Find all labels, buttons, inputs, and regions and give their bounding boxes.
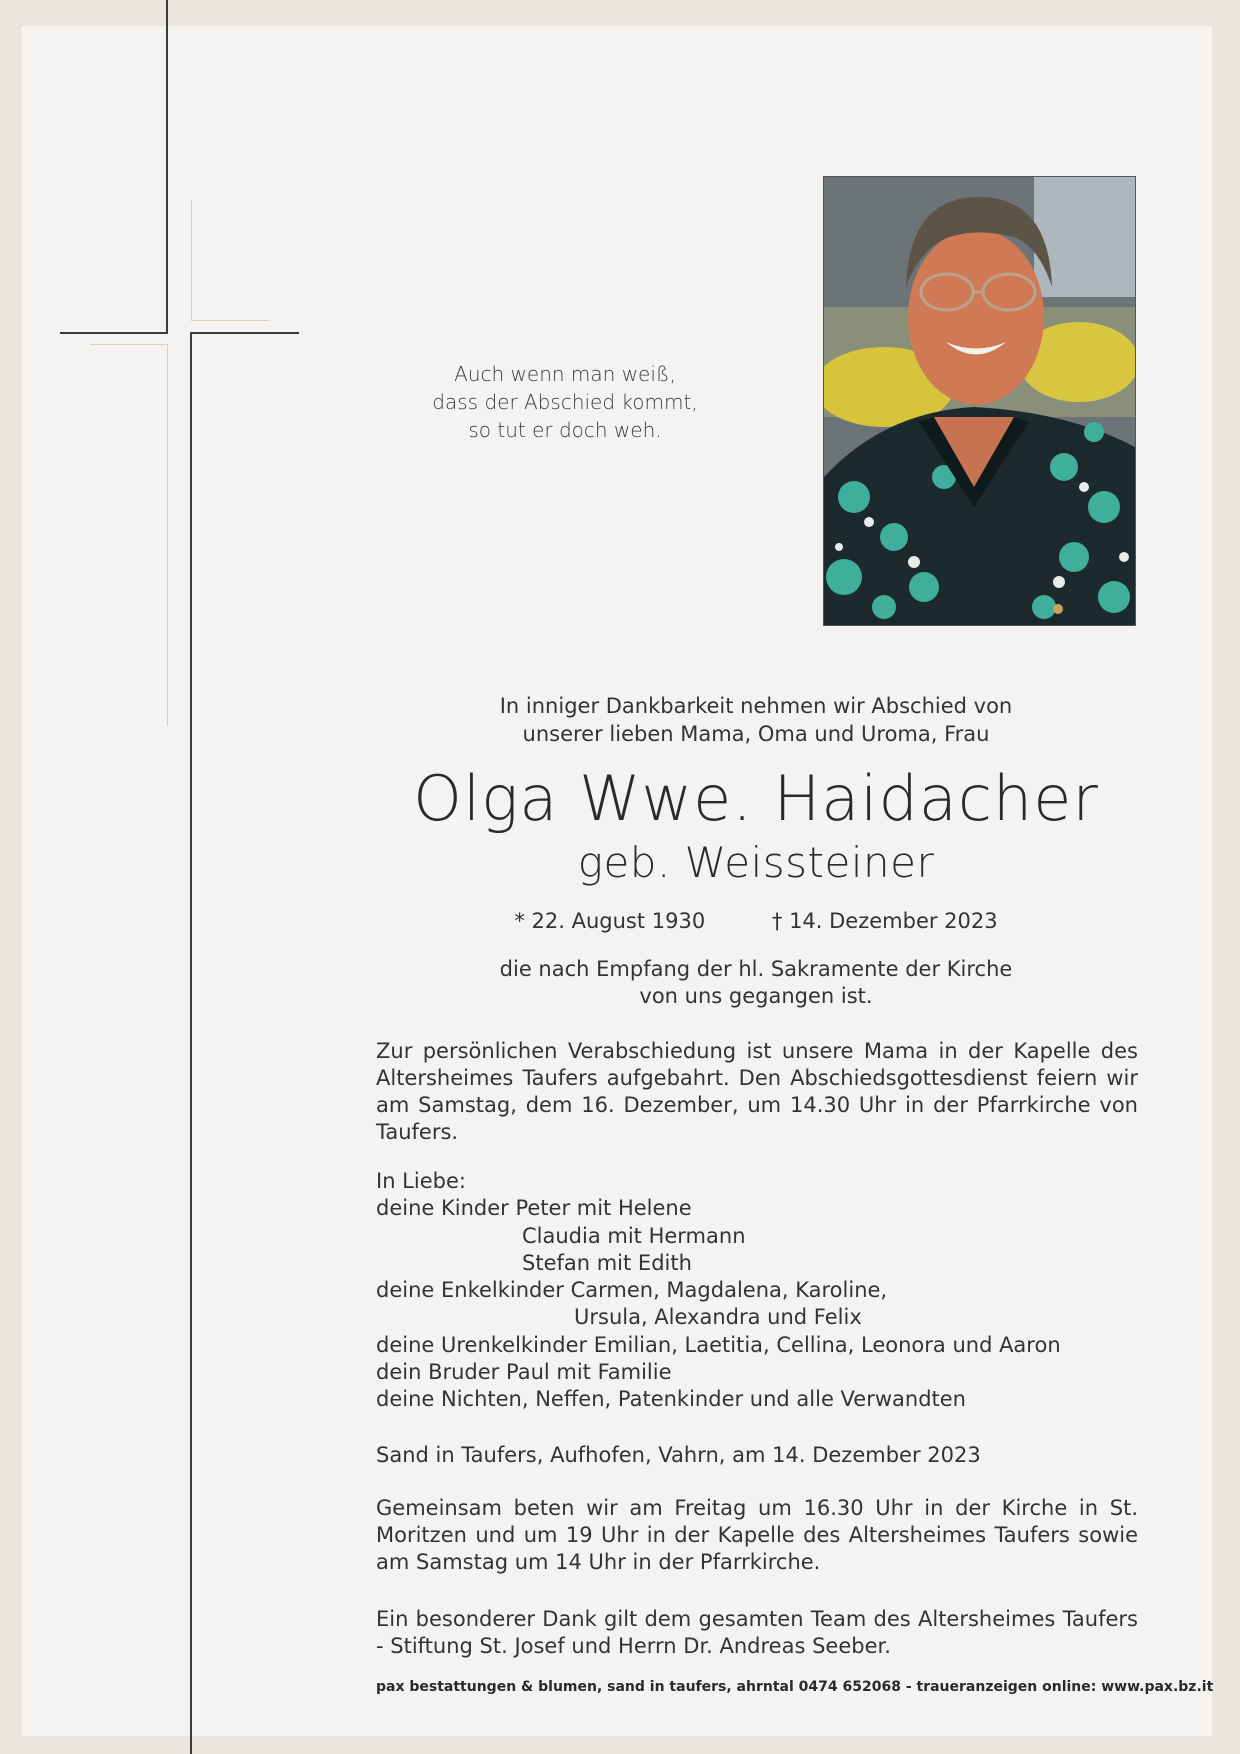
family-great-grandchildren: deine Urenkelkinder Emilian, Laetitia, Cellina, Leonora und Aaron	[376, 1332, 1061, 1357]
death-date: † 14. Dezember 2023	[771, 909, 998, 933]
quote	[405, 360, 725, 444]
deceased-name: Olga Wwe. Haidacher	[413, 762, 1099, 835]
cross-vertical-lower-light	[167, 344, 168, 726]
family-heading: In Liebe:	[376, 1169, 466, 1193]
family-grandchildren: Ursula, Alexandra und Felix	[574, 1305, 862, 1330]
family-list	[376, 1168, 1138, 1414]
cross-horizontal-right-dark	[191, 332, 299, 334]
cross-horizontal-left-dark	[60, 332, 168, 334]
intro-text	[370, 692, 1142, 748]
thanks-paragraph: Ein besonderer Dank gilt dem gesamten Team des Altersheimes Taufers - Stiftung St. Josef und Herrn Dr. Andreas Seeber.	[376, 1607, 1138, 1658]
family-relatives: deine Nichten, Neffen, Patenkinder und alle Verwandten	[376, 1387, 966, 1412]
sacraments-line: von uns gegangen ist.	[639, 984, 873, 1008]
portrait-illustration	[824, 177, 1135, 625]
cross-horizontal-left-light	[90, 344, 168, 345]
family-children: Claudia mit Hermann	[522, 1223, 746, 1248]
quote-line: dass der Abschied kommt,	[432, 390, 698, 414]
footer-imprint: pax bestattungen & blumen, sand in taufers, ahrntal 0474 652068 - traueranzeigen online: www.pax.bz.it	[376, 1679, 1214, 1695]
sacraments-line: die nach Empfang der hl. Sakramente der Kirche	[499, 957, 1013, 981]
farewell-paragraph: Zur persönlichen Verabschiedung ist unsere Mama in der Kapelle des Altersheimes Taufers aufgebahrt. Den Abschiedsgottesdienst feiern wir am Samstag, dem 16. Dezember, um 14.30 Uhr in der Pfarrkirche von Taufers.	[376, 1039, 1138, 1144]
family-children: Stefan mit Edith	[522, 1250, 692, 1275]
cross-vertical-upper-dark	[166, 0, 168, 333]
family-brother: dein Bruder Paul mit Familie	[376, 1360, 672, 1385]
intro-line: unserer lieben Mama, Oma und Uroma, Frau	[522, 722, 990, 746]
birth-date: * 22. August 1930	[514, 909, 706, 933]
quote-line: so tut er doch weh.	[468, 418, 662, 442]
portrait-photo	[823, 176, 1136, 626]
life-dates	[370, 906, 1142, 936]
prayer-paragraph: Gemeinsam beten wir am Freitag um 16.30 Uhr in der Kirche in St. Moritzen und um 19 Uhr in der Kapelle des Altersheimes Taufers sowie am Samstag um 14 Uhr in der Pfarrkirche.	[376, 1496, 1138, 1574]
quote-line: Auch wenn man weiß,	[454, 362, 676, 386]
cross-vertical-lower-dark	[190, 332, 192, 1754]
cross-vertical-upper-light	[191, 200, 192, 321]
cross-horizontal-right-light	[191, 320, 269, 321]
intro-line: In inniger Dankbarkeit nehmen wir Abschied von	[499, 694, 1013, 718]
family-children: deine Kinder Peter mit Helene	[376, 1196, 692, 1221]
family-grandchildren: deine Enkelkinder Carmen, Magdalena, Karoline,	[376, 1278, 888, 1303]
sacraments-text	[370, 956, 1142, 1010]
maiden-name: geb. Weissteiner	[577, 838, 935, 887]
place-date: Sand in Taufers, Aufhofen, Vahrn, am 14. Dezember 2023	[376, 1443, 981, 1467]
